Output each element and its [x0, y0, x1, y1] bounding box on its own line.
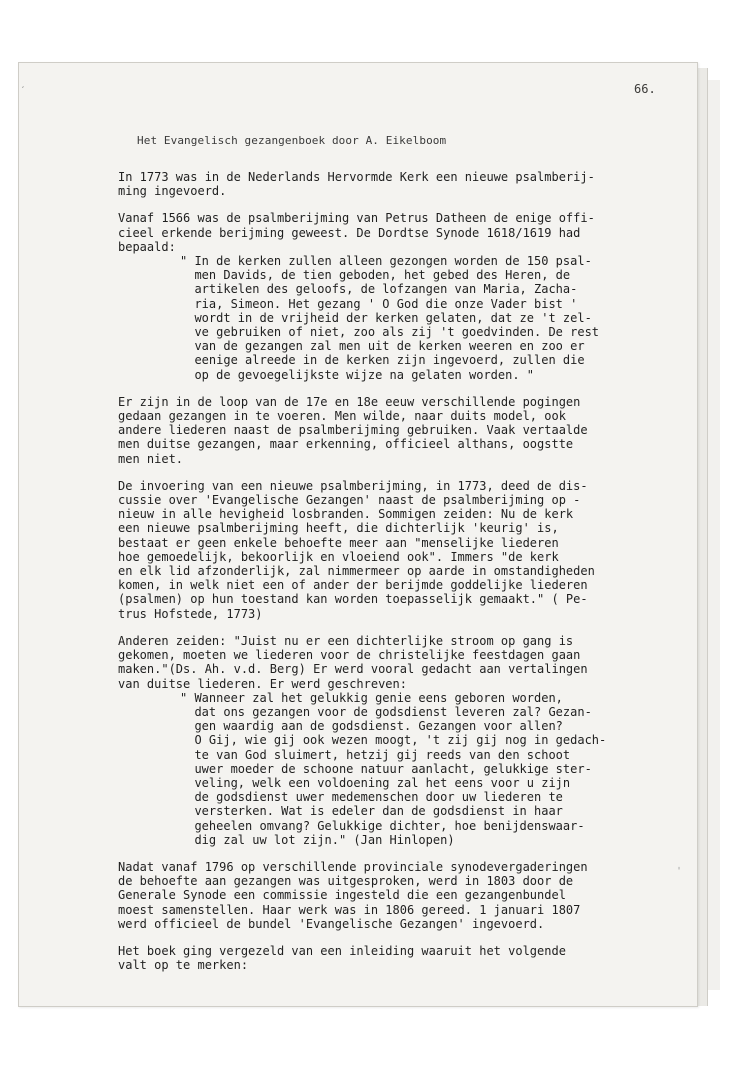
- page-title: Het Evangelisch gezangenboek door A. Eikelboom: [137, 134, 447, 147]
- paragraph-3: Er zijn in de loop van de 17e en 18e eeuw verschillende pogingen gedaan gezangen in te voeren. Men wilde, naar duits model, ook andere liederen naast de psalmberijming gebruiken. Vaak vertaalde men duitse gezangen, maar erkenning, officieel althans, oogstte men niet.: [118, 394, 588, 466]
- underlying-page-edge: [706, 80, 720, 990]
- paragraph-2: Vanaf 1566 was de psalmberijming van Petrus Datheen de enige offi- cieel erkende berijming geweest. De Dordtse Synode 1618/1619 had bepaald:: [118, 211, 595, 254]
- paragraph-5: Anderen zeiden: "Juist nu er een dichterlijke stroom op gang is gekomen, moeten we liederen voor de christelijke feestdagen gaan maken."(Ds. Ah. v.d. Berg) Er werd vooral gedacht aan vertalingen van duitse liederen. Er werd geschreven:: [118, 633, 588, 691]
- paragraph-4: De invoering van een nieuwe psalmberijming, in 1773, deed de dis- cussie over 'Evangelische Gezangen' naast de psalmberijming op - nieuw in alle hevigheid losbranden. Sommigen zeiden: Nu de kerk een nieuwe psalmberijming heeft, die dichterlijk 'keurig' is, bestaat er geen enkele behoefte meer aan "menselijke liederen hoe gemoedelijk, bekoorlijk en vloeiend ook". Immers "de kerk en elk lid afzonderlijk, zal nimmermeer op aarde in omstandigheden komen, in welk niet een of ander der berijmde goddelijke liederen (psalmen) op hun toestand kan worden toepasselijk gemaakt." ( Pe- trus Hofstede, 1773): [118, 478, 595, 621]
- page-number: 66.: [634, 82, 656, 96]
- scan-speck: ˌ: [676, 860, 683, 871]
- document-body: [118, 170, 638, 972]
- scan-speck: ˊ: [20, 86, 27, 97]
- quote-dordtse-synode: " In de kerken zullen alleen gezongen worden de 150 psal- men Davids, de tien geboden, het gebed des Heren, de artikelen des geloofs, de lofzangen van Maria, Zacha- ria, Simeon. Het gezang ' O God die onze Vader bist ' wordt in de vrijheid der kerken gelaten, dat ze 't zel- ve gebruiken of niet, zoo als zij 't goedvinden. De rest van de gezangen zal men uit de kerken weeren en zoo er eenige alreede in de kerken zijn ingevoerd, zullen die op de gevoegelijkste wijze na gelaten worden. ": [180, 254, 600, 382]
- paragraph-1: In 1773 was in de Nederlands Hervormde Kerk een nieuwe psalmberij- ming ingevoerd.: [118, 170, 595, 199]
- paragraph-7: Het boek ging vergezeld van een inleiding waaruit het volgende valt op te merken:: [118, 943, 566, 973]
- quote-hinlopen: " Wanneer zal het gelukkig genie eens geboren worden, dat ons gezangen voor de godsdienst leveren zal? Gezan- gen waardig aan de godsdienst. Gezangen voor allen? O Gij, wie gij ook wezen moogt, 't zij gij nog in gedach- te van God sluimert, hetzij gij reeds van den schoot uwer moeder de schoone natuur aanlacht, gelukkige ster- veling, welk een voldoening zal het eens voor u zijn de godsdienst uwer medemenschen door uw liederen te versterken. Wat is edeler dan de godsdienst in haar geheelen omvang? Gelukkige dichter, hoe benijdenswaar- dig zal uw lot zijn." (Jan Hinlopen): [180, 690, 607, 847]
- paragraph-6: Nadat vanaf 1796 op verschillende provinciale synodevergaderingen de behoefte aan gezangen was uitgesproken, werd in 1803 door de Generale Synode een commissie ingesteld die een gezangenbundel moest samenstellen. Haar werk was in 1806 gereed. 1 januari 1807 werd officieel de bundel 'Evangelische Gezangen' ingevoerd.: [118, 859, 588, 931]
